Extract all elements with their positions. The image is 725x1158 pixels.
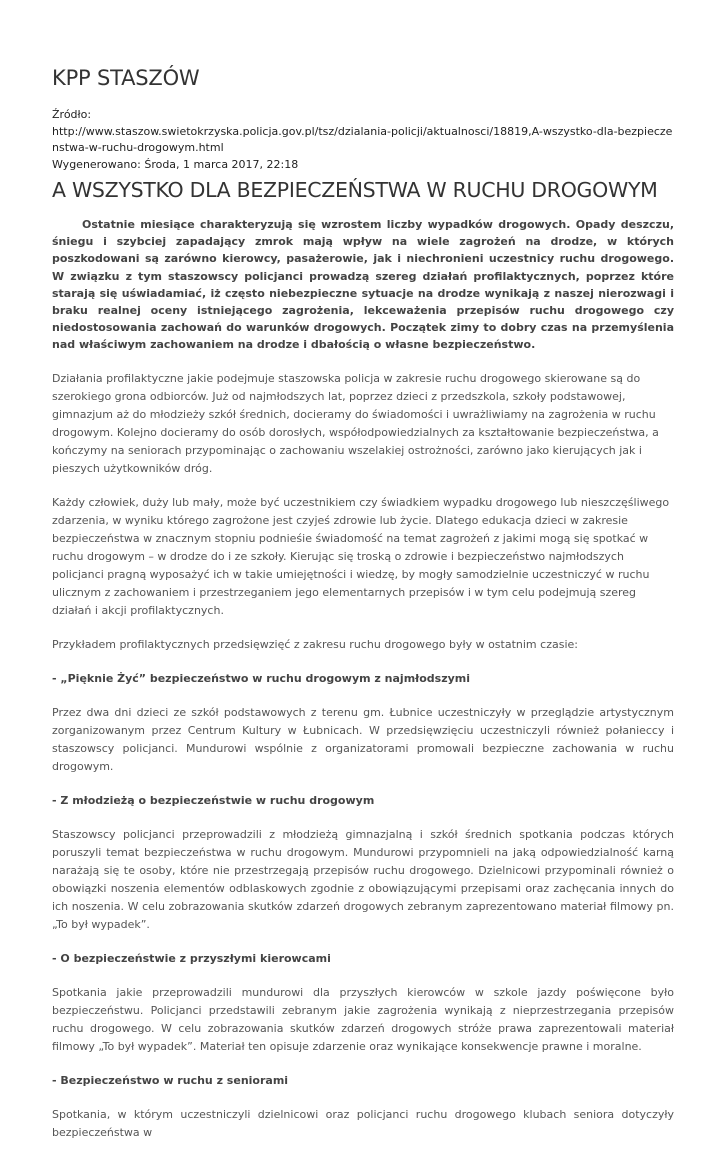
article-lead: Ostatnie miesiące charakteryzują się wzrostem liczby wypadków drogowych. Opady deszczu, śniegu i szybciej zapadający zmrok mają wpływ na wiele zagrożeń na drodze, w których poszkodowani są zarówno kierowcy, pasażerowie, jak i niechronieni uczestnicy ruchu drogowego. W związku z tym staszowscy policjanci prowadzą szereg działań profilaktycznych, poprzez które starają się uświadamiać, iż często niebezpieczne sytuacje na drodze wynikają z naszej nierozwagi i braku realnej oceny istniejącego zagrożenia, lekceważenia przepisów ruchu drogowego czy niedostosowania zachowań do warunków drogowych. Początek zimy to dobry czas na przemyślenia nad właściwym zachowaniem na drodze i dbałością o własne bezpieczeństwo. [52, 218, 674, 352]
paragraph-5: Staszowscy policjanci przeprowadzili z młodzieżą gimnazjalną i szkół średnich spotkania podczas których poruszyli temat bezpieczeństwa w ruchu drogowym. Mundurowi przypomnieli na jaką odpowiedzialność karną narażają się te osoby, które nie przestrzegają przepisów ruchu drogowego. Dzielnicowi przypominali również o obowiązki noszenia elementów odblaskowych zgodnie z obowiązującymi przepisami oraz zachęcania innych do ich noszenia. W celu zobrazowania skutków zdarzeń drogowych zebranym zaprezentowano materiał filmowy pn. „To był wypadek”. [52, 827, 674, 931]
site-title: KPP STASZÓW [52, 66, 200, 90]
section-heading-3: - O bezpieczeństwie z przyszłymi kierowcami [52, 951, 331, 965]
article-body [52, 216, 674, 1158]
section-heading-1: - „Pięknie Żyć” bezpieczeństwo w ruchu drogowym z najmłodszymi [52, 671, 471, 685]
generated-date: Wygenerowano: Środa, 1 marca 2017, 22:18 [52, 157, 299, 171]
document-meta [52, 107, 674, 173]
paragraph-7: Spotkania, w którym uczestniczyli dzielnicowi oraz policjanci ruchu drogowego klubach seniora dotyczyły bezpieczeństwa w [52, 1107, 674, 1139]
section-heading-4: - Bezpieczeństwo w ruchu z seniorami [52, 1073, 289, 1087]
paragraph-4: Przez dwa dni dzieci ze szkół podstawowych z terenu gm. Łubnice uczestniczyły w przeglądzie artystycznym zorganizowanym przez Centrum Kultury w Łubnicach. W przedsięwzięciu uczestniczyli również połanieccy i staszowscy policjanci. Mundurowi wspólnie z organizatorami promowali bezpieczne zachowania w ruchu drogowym. [52, 705, 674, 773]
section-heading-2: - Z młodzieżą o bezpieczeństwie w ruchu drogowym [52, 793, 375, 807]
paragraph-6: Spotkania jakie przeprowadzili mundurowi dla przyszłych kierowców w szkole jazdy poświęcone było bezpieczeństwu. Policjanci przedstawili zebranym jakie zagrożenia wynikają z nieprzestrzegania przepisów ruchu drogowego. W celu zobrazowania skutków zdarzeń drogowych stróże prawa zaprezentowali materiał filmowy „To był wypadek”. Materiał ten opisuje zdarzenie oraz wynikające konsekwencje prawne i moralne. [52, 985, 674, 1053]
article-title: A WSZYSTKO DLA BEZPIECZEŃSTWA W RUCHU DROGOWYM [52, 178, 658, 202]
paragraph-3: Przykładem profilaktycznych przedsięwzięć z zakresu ruchu drogowego były w ostatnim czasie: [52, 637, 578, 651]
paragraph-1: Działania profilaktyczne jakie podejmuje staszowska policja w zakresie ruchu drogowego skierowane są do szerokiego grona odbiorców. Już od najmłodszych lat, poprzez dzieci z przedszkola, szkoły podstawowej, gimnazjum aż do młodzieży szkół średnich, docieramy do świadomości i uwrażliwiamy na zagrożenia w ruchu drogowym. Kolejno docieramy do osób dorosłych, współodpowiedzialnych za kształtowanie bezpieczeństwa, a kończymy na seniorach przypominając o zachowaniu wszelakiej ostrożności, zarówno jako kierujących jak i pieszych użytkowników dróg. [52, 371, 659, 475]
source-label: Źródło: [52, 108, 92, 121]
paragraph-2: Każdy człowiek, duży lub mały, może być uczestnikiem czy świadkiem wypadku drogowego lub nieszczęśliwego zdarzenia, w wyniku którego zagrożone jest czyjeś zdrowie lub życie. Dlatego edukacja dzieci w zakresie bezpieczeństwa w znacznym stopniu podnieśie świadomość na temat zagrożeń z jakimi mogą się spotkać w ruchu drogowym – w drodze do i ze szkoły. Kierując się troską o zdrowie i bezpieczeństwo najmłodszych policjanci pragną wyposażyć ich w takie umiejętności i wiedzę, by mogły samodzielnie uczestniczyć w ruchu ulicznym z zachowaniem i przestrzeganiem jego elementarnych przepisów i w tym celu podejmują szereg działań i akcji profilaktycznych. [52, 495, 670, 617]
source-url: http://www.staszow.swietokrzyska.policja.gov.pl/tsz/dzialania-policji/aktualnosci/18819,A-wszystko-dla-bezpieczenstwa-w-ruchu-drogowym.html [52, 124, 673, 154]
